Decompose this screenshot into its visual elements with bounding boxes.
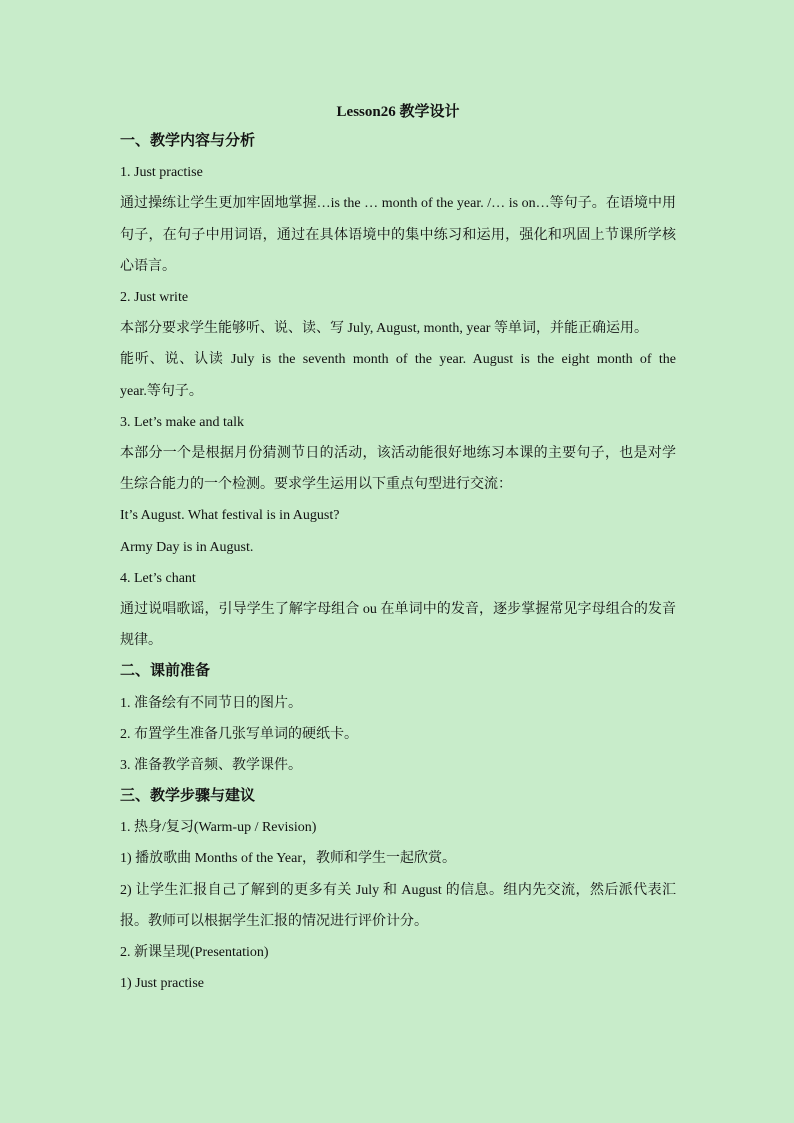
example-sentence-1: It’s August. What festival is in August? bbox=[120, 508, 340, 524]
step-title-presentation: 2. 新课呈现(Presentation) bbox=[120, 945, 269, 961]
paragraph-make-and-talk: 本部分一个是根据月份猜测节日的活动，该活动能很好地练习本课的主要句子，也是对学生综合能力的一个检测。要求学生运用以下重点句型进行交流： bbox=[120, 445, 676, 493]
paragraph-just-practise: 通过操练让学生更加牢固地掌握…is the … month of the year. /… is on…等句子。在语境中用句子，在句子中用词语，通过在具体语境中的集中练习和运用，强化和巩固上节课所学核心语言。 bbox=[120, 196, 676, 274]
list-item: 1. 准备绘有不同节日的图片。 bbox=[120, 695, 302, 711]
list-item: 3. 准备教学音频、教学课件。 bbox=[120, 757, 302, 773]
step-title-warm-up: 1. 热身/复习(Warm-up / Revision) bbox=[120, 820, 317, 836]
section-heading-teaching-steps: 三、教学步骤与建议 bbox=[120, 788, 256, 805]
list-item: 2. 布置学生准备几张写单词的硬纸卡。 bbox=[120, 726, 358, 742]
example-sentence-2: Army Day is in August. bbox=[120, 539, 254, 555]
step-item-song: 1) 播放歌曲 Months of the Year，教师和学生一起欣赏。 bbox=[120, 851, 456, 867]
document-body bbox=[120, 98, 676, 999]
step-item-just-practise: 1) Just practise bbox=[120, 976, 204, 992]
section-heading-content-analysis: 一、教学内容与分析 bbox=[120, 133, 256, 149]
step-item-report: 2) 让学生汇报自己了解到的更多有关 July 和 August 的信息。组内先交流，然后派代表汇报。教师可以根据学生汇报的情况进行评价计分。 bbox=[120, 882, 676, 929]
item-title-just-practise: 1. Just practise bbox=[120, 165, 203, 181]
paragraph-just-write-2: 能听、说、认读 July is the seventh month of the year. August is the eight month of the year.等句子。 bbox=[120, 352, 676, 399]
section-heading-preparation: 二、课前准备 bbox=[120, 663, 211, 680]
document-title: Lesson26 教学设计 bbox=[336, 104, 460, 120]
item-title-make-and-talk: 3. Let’s make and talk bbox=[120, 414, 245, 430]
item-title-just-write: 2. Just write bbox=[120, 289, 189, 305]
paragraph-chant: 通过说唱歌谣，引导学生了解字母组合 ou 在单词中的发音，逐步掌握常见字母组合的发音规律。 bbox=[120, 601, 676, 649]
item-title-chant: 4. Let’s chant bbox=[120, 570, 196, 586]
paragraph-just-write-1: 本部分要求学生能够听、说、读、写 July, August, month, year 等单词，并能正确运用。 bbox=[120, 321, 648, 337]
